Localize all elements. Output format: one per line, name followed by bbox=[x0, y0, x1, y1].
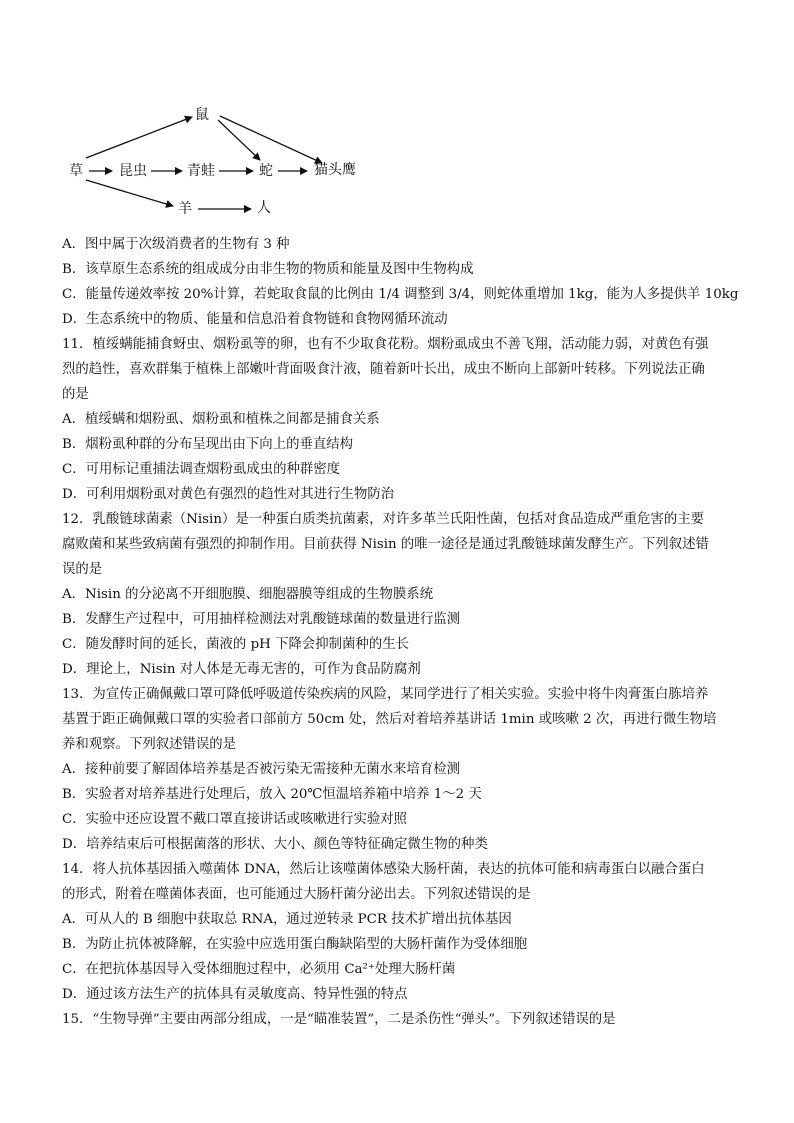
arrow-grass-mouse bbox=[86, 117, 192, 158]
q10-option-a: A．图中属于次级消费者的生物有 3 种 bbox=[62, 237, 290, 252]
question-text bbox=[62, 232, 742, 1032]
node-owl: 猫头鹰 bbox=[314, 162, 356, 178]
q11-option-d: D．可利用烟粉虱对黄色有强烈的趋性对其进行生物防治 bbox=[62, 487, 395, 502]
q11-stem-line: 烈的趋性，喜欢群集于植株上部嫩叶背面吸食汁液，随着新叶长出，成虫不断向上部新叶转移。下列说法正确 bbox=[62, 362, 705, 377]
node-sheep: 羊 bbox=[178, 201, 192, 217]
q12-stem-line: 误的是 bbox=[62, 562, 103, 577]
q14-option-c: C．在把抗体基因导入受体细胞过程中，必须用 Ca²⁺处理大肠杆菌 bbox=[62, 962, 456, 977]
q11-option-c: C．可用标记重捕法调查烟粉虱成虫的种群密度 bbox=[62, 462, 341, 477]
arrow-mouse-owl bbox=[220, 116, 322, 163]
q12-option-d: D．理论上，Nisin 对人体是无毒无害的，可作为食品防腐剂 bbox=[62, 662, 421, 677]
arrow-mouse-snake bbox=[218, 120, 260, 160]
q13-option-a: A．接种前要了解固体培养基是否被污染无需接种无菌水来培育检测 bbox=[62, 762, 460, 777]
node-human: 人 bbox=[257, 200, 271, 216]
node-frog: 青蛙 bbox=[187, 163, 215, 179]
q14-stem-line: 的形式，附着在噬菌体表面，也可能通过大肠杆菌分泌出去。下列叙述错误的是 bbox=[62, 887, 531, 902]
q12-option-c: C．随发酵时间的延长，菌液的 pH 下降会抑制菌种的生长 bbox=[62, 637, 409, 652]
q13-stem-line: 基置于距正确佩戴口罩的实验者口部前方 50cm 处，然后对着培养基讲话 1min 或咳嗽 2 次，再进行微生物培 bbox=[62, 712, 717, 727]
node-snake: 蛇 bbox=[259, 163, 273, 179]
q14-option-d: D．通过该方法生产的抗体具有灵敏度高、特异性强的特点 bbox=[62, 987, 408, 1002]
node-mouse: 鼠 bbox=[195, 107, 209, 123]
q12-option-a: A．Nisin 的分泌离不开细胞膜、细胞器膜等组成的生物膜系统 bbox=[62, 587, 434, 602]
q13-stem-line: 13．为宣传正确佩戴口罩可降低呼吸道传染疾病的风险，某同学进行了相关实验。实验中将牛肉膏蛋白胨培养 bbox=[62, 687, 709, 702]
q11-option-b: B．烟粉虱种群的分布呈现出由下向上的垂直结构 bbox=[62, 437, 354, 452]
food-web-diagram bbox=[60, 100, 380, 225]
q13-option-c: C．实验中还应设置不戴口罩直接讲话或咳嗽进行实验对照 bbox=[62, 812, 408, 827]
q14-option-a: A．可从人的 B 细胞中获取总 RNA，通过逆转录 PCR 技术扩增出抗体基因 bbox=[62, 912, 512, 927]
node-grass: 草 bbox=[69, 163, 83, 179]
arrow-grass-sheep bbox=[86, 180, 173, 206]
q11-option-a: A．植绥螨和烟粉虱、烟粉虱和植株之间都是捕食关系 bbox=[62, 412, 380, 427]
q13-option-d: D．培养结束后可根据菌落的形状、大小、颜色等特征确定微生物的种类 bbox=[62, 837, 488, 852]
q15-stem-line: 15．“生物导弹”主要由两部分组成，一是“瞄准装置”，二是杀伤性“弹头”。下列叙述错误的是 bbox=[62, 1012, 616, 1027]
q14-stem-line: 14．将人抗体基因插入噬菌体 DNA，然后让该噬菌体感染大肠杆菌，表达的抗体可能和病毒蛋白以融合蛋白 bbox=[62, 862, 705, 877]
q14-option-b: B．为防止抗体被降解，在实验中应选用蛋白酶缺陷型的大肠杆菌作为受体细胞 bbox=[62, 937, 528, 952]
q12-stem-line: 12．乳酸链球菌素（Nisin）是一种蛋白质类抗菌素，对许多革兰氏阳性菌，包括对食品造成严重危害的主要 bbox=[62, 512, 705, 527]
q12-option-b: B．发酵生产过程中，可用抽样检测法对乳酸链球菌的数量进行监测 bbox=[62, 612, 461, 627]
node-insect: 昆虫 bbox=[119, 163, 147, 179]
q10-option-d: D．生态系统中的物质、能量和信息沿着食物链和食物网循环流动 bbox=[62, 312, 448, 327]
q13-option-b: B．实验者对培养基进行处理后，放入 20℃恒温培养箱中培养 1～2 天 bbox=[62, 787, 482, 802]
q11-stem-line: 11．植绥螨能捕食蚜虫、烟粉虱等的卵，也有不少取食花粉。烟粉虱成虫不善飞翔，活动能力弱，对黄色有强 bbox=[62, 337, 709, 352]
q10-option-b: B．该草原生态系统的组成成分由非生物的物质和能量及图中生物构成 bbox=[62, 262, 474, 277]
q10-option-c: C．能量传递效率按 20%计算，若蛇取食鼠的比例由 1/4 调整到 3/4，则蛇体重增加 1kg，能为人多提供羊 10kg bbox=[62, 287, 739, 302]
q13-stem-line: 养和观察。下列叙述错误的是 bbox=[62, 737, 237, 752]
q12-stem-line: 腐败菌和某些致病菌有强烈的抑制作用。目前获得 Nisin 的唯一途径是通过乳酸链球菌发酵生产。下列叙述错 bbox=[62, 537, 709, 552]
q11-stem-line: 的是 bbox=[62, 387, 89, 402]
